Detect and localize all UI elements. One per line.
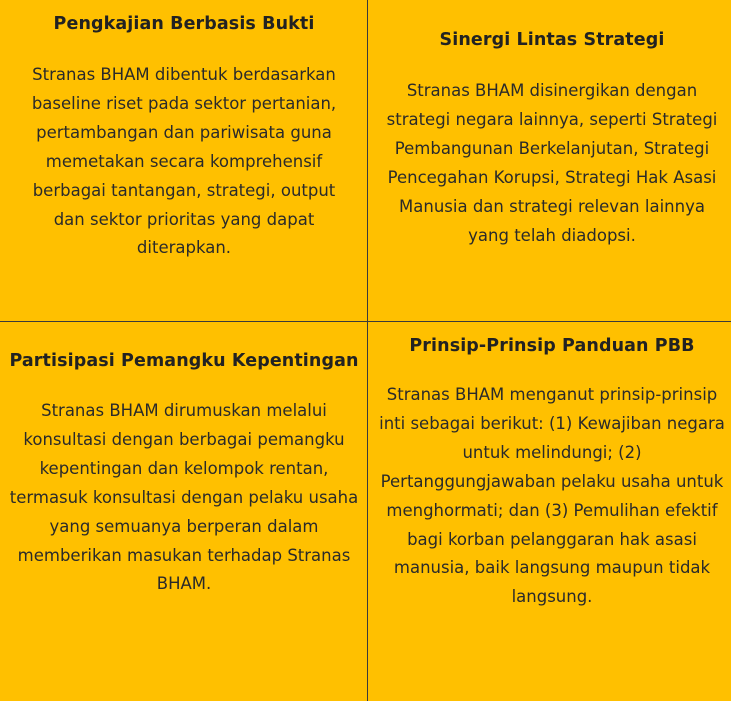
cell-title: Partisipasi Pemangku Kepentingan [9, 351, 359, 371]
cell-body: Stranas BHAM dirumuskan melalui konsultasi dengan berbagai pemangku kepentingan dan kelompok rentan, termasuk konsultasi dengan pelaku usaha yang semuanya berperan dalam memberikan masukan terhadap Stranas BHAM. [9, 401, 359, 594]
cell-un-guiding-principles [377, 332, 727, 612]
cell-title: Sinergi Lintas Strategi [439, 30, 665, 50]
cell-evidence-based [10, 10, 358, 263]
vertical-divider [367, 0, 368, 701]
cell-strategy-synergy [376, 26, 728, 250]
cell-title: Pengkajian Berbasis Bukti [53, 14, 315, 34]
cell-body: Stranas BHAM menganut prinsip-prinsip inti sebagai berikut: (1) Kewajiban negara untuk melindungi; (2) Pertanggungjawaban pelaku usaha untuk menghormati; dan (3) Pemulihan efektif bagi korban pelanggaran hak asasi manusia, baik langsung maupun tidak langsung. [379, 385, 725, 607]
horizontal-divider [0, 321, 731, 322]
cell-stakeholder-participation [8, 347, 360, 599]
cell-body: Stranas BHAM disinergikan dengan strategi negara lainnya, seperti Strategi Pembangunan Berkelanjutan, Strategi Pencegahan Korupsi, Strategi Hak Asasi Manusia dan strategi relevan lainnya yang telah diadopsi. [386, 81, 718, 245]
cell-title: Prinsip-Prinsip Panduan PBB [409, 336, 695, 356]
cell-body: Stranas BHAM dibentuk berdasarkan baseline riset pada sektor pertanian, pertambangan dan pariwisata guna memetakan secara komprehensif berbagai tantangan, strategi, output dan sektor prioritas yang dapat diterapkan. [31, 65, 337, 258]
